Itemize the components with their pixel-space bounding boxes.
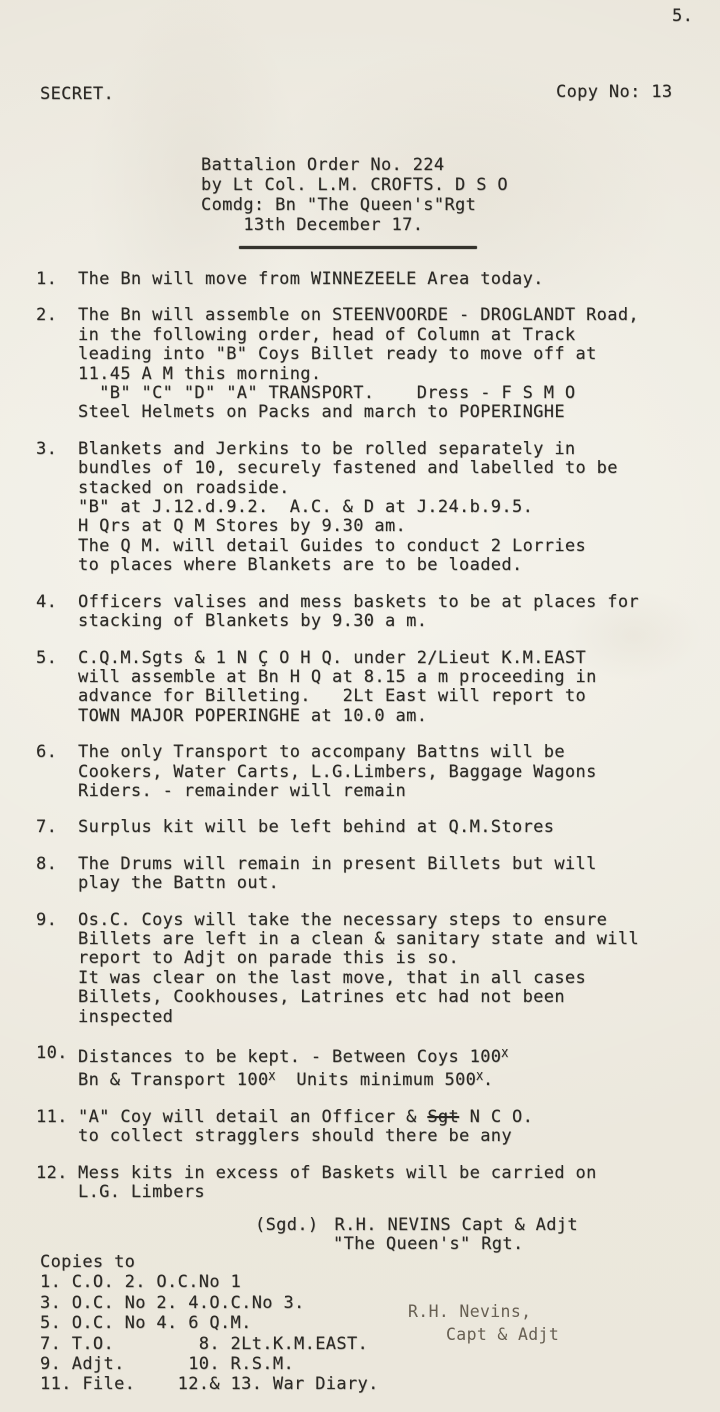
order-line: The Drums will remain in present Billets but will: [78, 853, 597, 874]
order-line: to collect stragglers should there be any: [78, 1126, 512, 1147]
order-text: [78, 1044, 720, 1091]
order-text: [78, 306, 720, 422]
order-line: in the following order, head of Column at Track: [78, 324, 576, 345]
classification-label: SECRET.: [40, 84, 115, 104]
order-number: 4.: [36, 591, 58, 612]
order-item: [0, 270, 720, 289]
superscript-text: X: [476, 1070, 483, 1084]
order-number: 1.: [36, 269, 58, 289]
order-text: [78, 593, 720, 632]
order-line: Steel Helmets on Packs and march to POPERINGHE: [78, 402, 565, 423]
text-segment: Bn & Transport 100: [78, 1070, 269, 1091]
order-item: [0, 649, 720, 727]
order-line: The Bn will assemble on STEENVOORDE - DROGLANDT Road,: [78, 305, 639, 326]
countersignature-name: R.H. Nevins,: [408, 1302, 532, 1321]
heading-officer: by Lt Col. L.M. CROFTS. D S O: [201, 175, 508, 195]
order-item: [0, 818, 720, 837]
text-segment: N C O.: [459, 1106, 534, 1127]
order-line: Surplus kit will be left behind at Q.M.Stores: [78, 817, 555, 838]
copies-line: 11. File. 12.& 13. War Diary.: [40, 1374, 379, 1395]
order-line: to places where Blankets are to be loaded.: [78, 555, 523, 576]
signatory-regiment: "The Queen's" Rgt.: [333, 1234, 524, 1255]
order-text: [78, 1164, 720, 1203]
order-line: play the Battn out.: [78, 873, 280, 894]
order-text: [78, 440, 720, 576]
order-item: [0, 1164, 720, 1203]
copies-line: 9. Adjt. 10. R.S.M.: [40, 1354, 295, 1375]
order-line: L.G. Limbers: [78, 1182, 206, 1203]
order-heading: [201, 155, 508, 235]
page-number: 5.: [672, 6, 694, 26]
order-line: It was clear on the last move, that in all cases: [78, 967, 587, 988]
order-item: [0, 593, 720, 632]
order-number: 2.: [36, 305, 58, 326]
copy-number-label: Copy No: 13: [556, 82, 673, 102]
order-number: 6.: [36, 742, 58, 763]
order-item: [0, 1108, 720, 1147]
order-text: [78, 855, 720, 894]
superscript-text: X: [501, 1047, 509, 1060]
order-text: [78, 1108, 720, 1147]
order-text: [78, 649, 720, 727]
order-line: The only Transport to accompany Battns will be: [78, 742, 565, 763]
order-line: [78, 1044, 720, 1067]
order-item: [0, 855, 720, 894]
orders-list: [0, 270, 720, 1219]
text-segment: Distances to be kept. - Between Coys 100: [78, 1047, 502, 1067]
order-line: advance for Billeting. 2Lt East will report to: [78, 686, 587, 707]
order-item: [0, 1044, 720, 1091]
order-line: stacking of Blankets by 9.30 a m.: [78, 611, 428, 632]
sgd-label: (Sgd.): [255, 1215, 319, 1235]
order-line: inspected: [78, 1006, 174, 1027]
text-segment: .: [482, 1070, 494, 1091]
order-text: [78, 270, 720, 289]
copies-block: [40, 1252, 379, 1395]
order-line: C.Q.M.Sgts & 1 N Ç O H Q. under 2/Lieut K.M.EAST: [78, 647, 587, 668]
order-number: 12.: [36, 1162, 68, 1183]
order-text: [78, 911, 720, 1027]
order-line: Riders. - remainder will remain: [78, 780, 407, 801]
order-line: Mess kits in excess of Baskets will be carried on: [78, 1162, 597, 1183]
order-text: [78, 818, 720, 837]
order-line: Billets, Cookhouses, Latrines etc had not been: [78, 987, 565, 1008]
order-text: [78, 743, 720, 801]
order-line: 11.45 A M this morning.: [78, 363, 322, 384]
countersignature: [408, 1302, 559, 1345]
order-line: Cookers, Water Carts, L.G.Limbers, Baggage Wagons: [78, 761, 597, 782]
copies-line: 1. C.O. 2. O.C.No 1: [40, 1272, 242, 1293]
order-line: Officers valises and mess baskets to be at places for: [78, 591, 639, 612]
signature-line: [255, 1216, 578, 1235]
order-item: [0, 306, 720, 422]
order-line: Blankets and Jerkins to be rolled separately in: [78, 438, 576, 459]
heading-title: Battalion Order No. 224: [201, 155, 445, 175]
order-line: [78, 1108, 720, 1127]
order-number: 7.: [36, 817, 58, 838]
text-segment: Units minimum 500: [275, 1070, 477, 1091]
copies-line: 7. T.O. 8. 2Lt.K.M.EAST.: [40, 1333, 369, 1354]
order-number: 11.: [36, 1106, 68, 1127]
order-number: 5.: [36, 647, 58, 668]
order-line: leading into "B" Coys Billet ready to move off at: [78, 344, 597, 365]
order-number: 9.: [36, 909, 58, 930]
superscript-text: X: [268, 1070, 276, 1084]
heading-date: 13th December 17.: [201, 215, 424, 235]
order-line: will assemble at Bn H Q at 8.15 a m proceeding in: [78, 666, 597, 687]
signature-block: [255, 1216, 578, 1255]
order-line: [78, 1067, 720, 1090]
order-line: The Bn will move from WINNEZEELE Area today.: [78, 269, 544, 289]
order-line: The Q M. will detail Guides to conduct 2 Lorries: [78, 535, 587, 556]
order-line: report to Adjt on parade this is so.: [78, 948, 460, 969]
order-number: 3.: [36, 438, 58, 459]
order-line: bundles of 10, securely fastened and labelled to be: [78, 458, 618, 479]
countersignature-rank: Capt & Adjt: [446, 1325, 560, 1345]
order-line: stacked on roadside.: [78, 477, 290, 498]
order-line: TOWN MAJOR POPERINGHE at 10.0 am.: [78, 705, 428, 726]
copies-line: 3. O.C. No 2. 4.O.C.No 3.: [40, 1292, 305, 1313]
order-item: [0, 911, 720, 1027]
order-item: [0, 743, 720, 801]
order-line: Os.C. Coys will take the necessary steps to ensure: [78, 909, 608, 930]
copies-line: 5. O.C. No 4. 6 Q.M.: [40, 1313, 252, 1334]
heading-underline: [239, 246, 477, 249]
signatory-name: R.H. NEVINS Capt & Adjt: [334, 1215, 578, 1235]
order-item: [0, 440, 720, 576]
struck-text: Sgt: [427, 1106, 460, 1127]
text-segment: "A" Coy will detail an Officer &: [78, 1106, 428, 1127]
order-number: 10.: [36, 1043, 68, 1063]
order-number: 8.: [36, 853, 58, 874]
copies-label: Copies to: [40, 1252, 136, 1272]
order-line: H Qrs at Q M Stores by 9.30 am.: [78, 516, 407, 537]
order-line: "B" "C" "D" "A" TRANSPORT. Dress - F S M O: [78, 383, 576, 404]
order-line: Billets are left in a clean & sanitary state and will: [78, 928, 639, 949]
order-line: "B" at J.12.d.9.2. A.C. & D at J.24.b.9.5.: [78, 497, 534, 518]
heading-unit: Comdg: Bn "The Queen's"Rgt: [201, 195, 477, 215]
